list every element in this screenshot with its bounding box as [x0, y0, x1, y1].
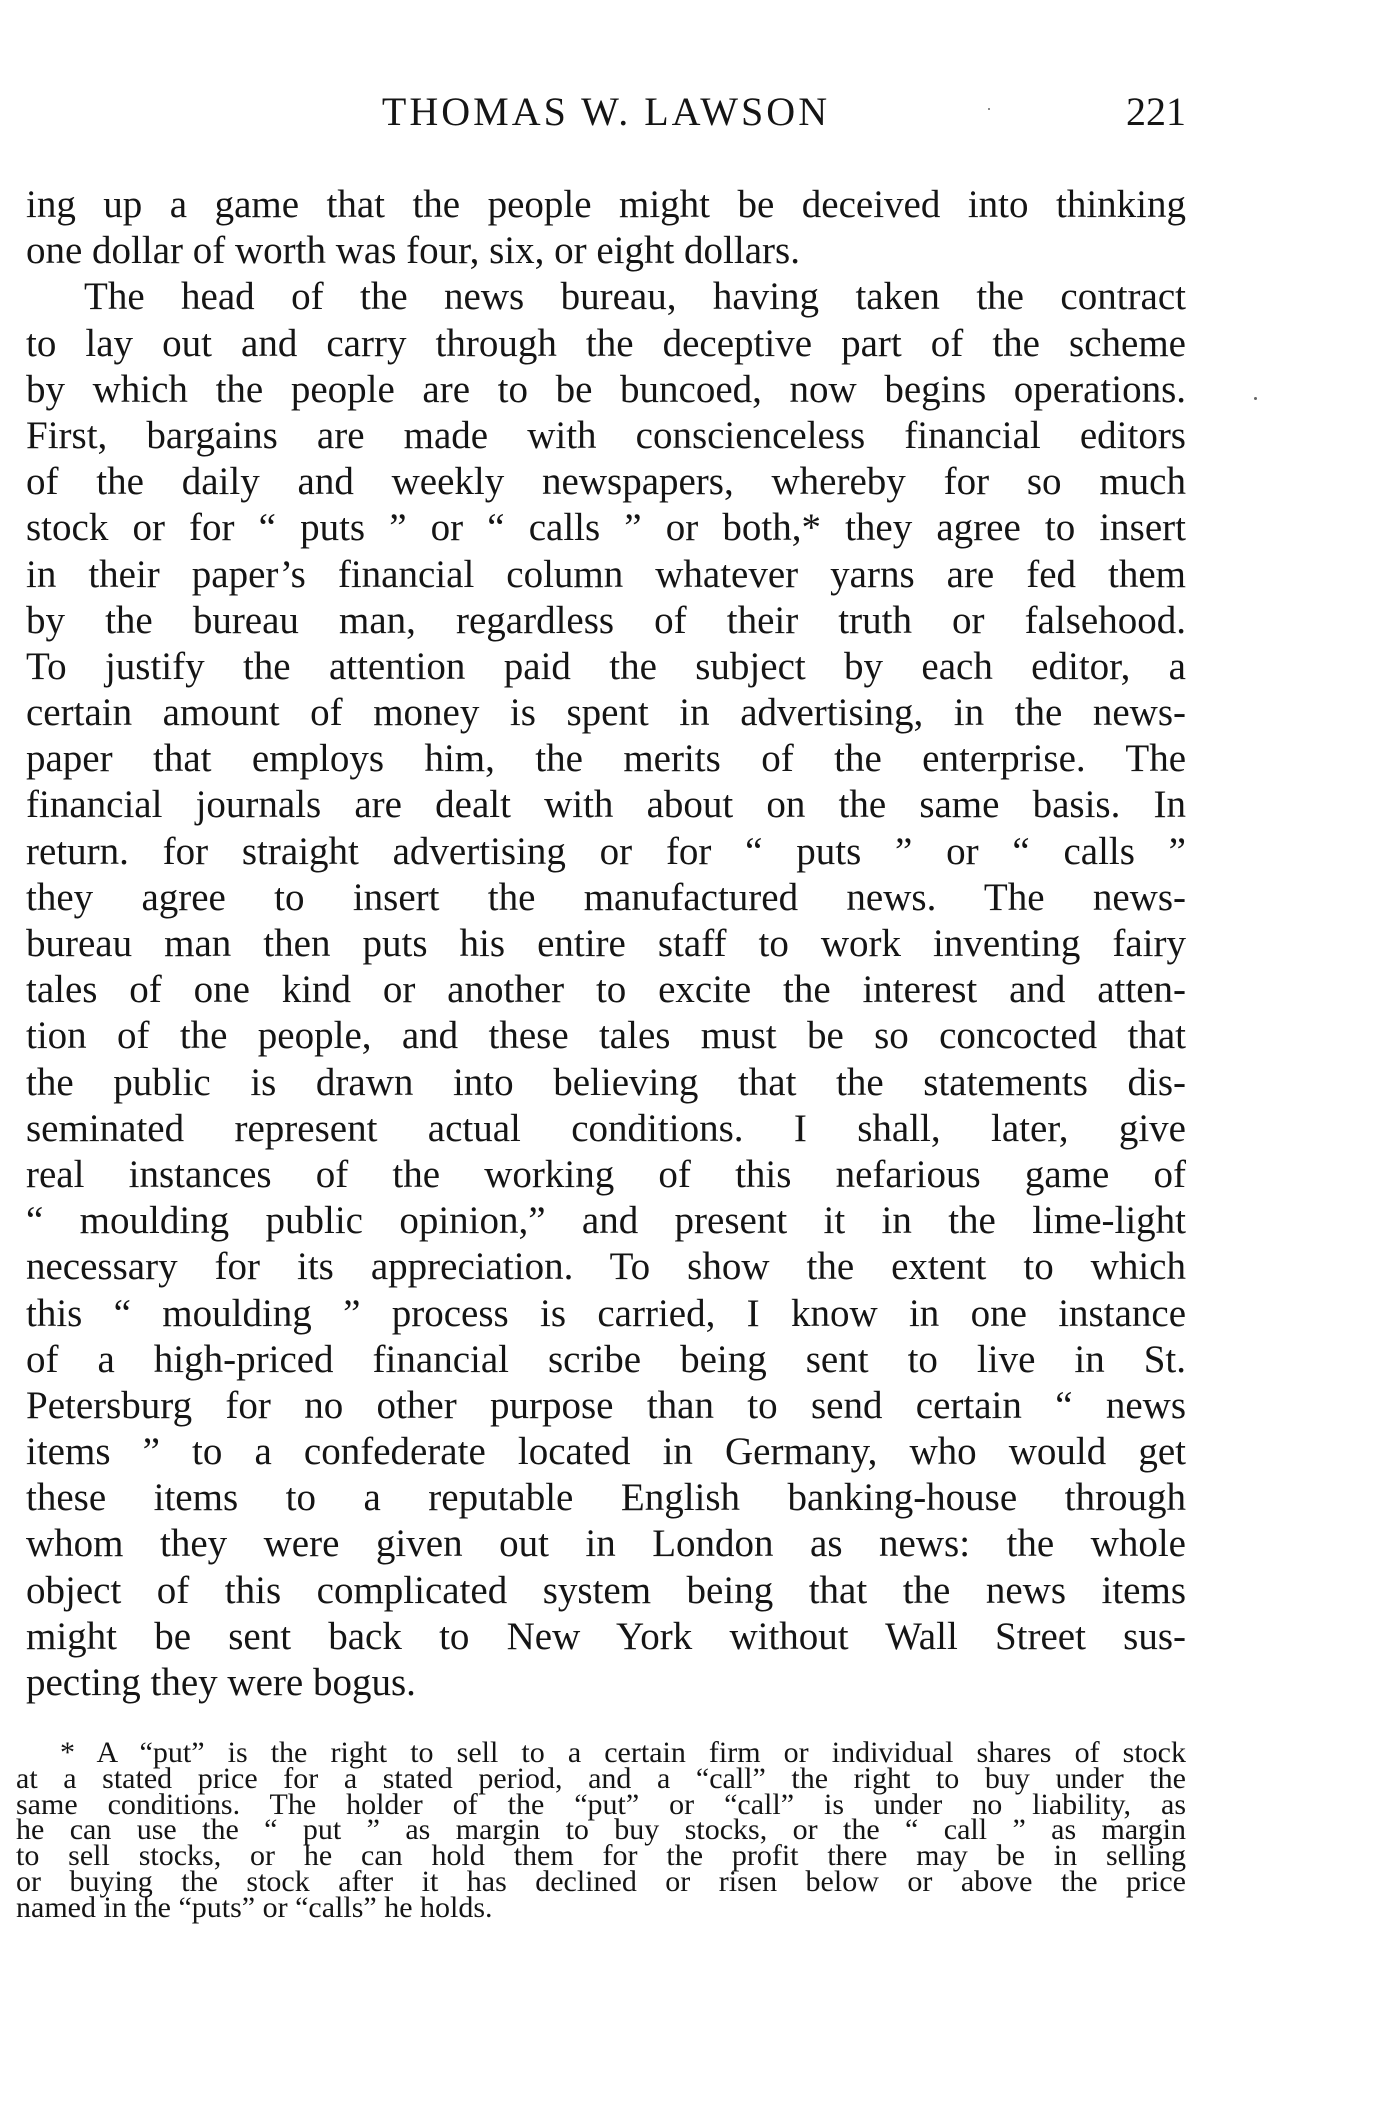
body-line: whom they were given out in London as news: the whole — [26, 1522, 1186, 1566]
footnote-line: or buying the stock after it has declined or risen below or above the price — [16, 1864, 1186, 1898]
body-line: seminated represent actual conditions. I shall, later, give — [26, 1106, 1186, 1150]
paper-speck — [988, 108, 990, 110]
body-line: “ moulding public opinion,” and present it in the lime-light — [26, 1199, 1186, 1243]
body-line: tales of one kind or another to excite the interest and atten- — [26, 968, 1186, 1012]
body-line: pecting they were bogus. — [26, 1661, 416, 1704]
body-line: object of this complicated system being that the news items — [26, 1568, 1186, 1612]
body-line: in their paper’s financial column whatever yarns are fed them — [26, 552, 1186, 596]
body-text — [26, 182, 1186, 1706]
body-line: the public is drawn into believing that the statements dis- — [26, 1060, 1186, 1104]
body-line: certain amount of money is spent in advertising, in the news- — [26, 691, 1186, 735]
body-line: they agree to insert the manufactured news. The news- — [26, 875, 1186, 919]
body-line: First, bargains are made with conscienceless financial editors — [26, 413, 1186, 457]
footnote-line: he can use the “ put ” as margin to buy stocks, or the “ call ” as margin — [16, 1813, 1186, 1847]
body-line: necessary for its appreciation. To show the extent to which — [26, 1245, 1186, 1289]
page-number: 221 — [1126, 89, 1186, 134]
body-line: by the bureau man, regardless of their truth or falsehood. — [26, 598, 1186, 642]
body-line: items ” to a confederate located in Germany, who would get — [26, 1430, 1186, 1474]
footnote — [16, 1736, 1186, 1924]
body-line: to lay out and carry through the deceptive part of the scheme — [26, 321, 1186, 365]
body-line: might be sent back to New York without Wall Street sus- — [26, 1614, 1186, 1658]
body-line: by which the people are to be buncoed, now begins operations. — [26, 367, 1186, 411]
body-line: paper that employs him, the merits of the enterprise. The — [26, 737, 1186, 781]
body-line: one dollar of worth was four, six, or eight dollars. — [26, 229, 800, 273]
body-line: of a high-priced financial scribe being sent to live in St. — [26, 1337, 1186, 1381]
footnote-line: at a stated price for a stated period, and a “call” the right to buy under the — [16, 1761, 1186, 1795]
body-line: To justify the attention paid the subject by each editor, a — [26, 644, 1186, 688]
body-line: bureau man then puts his entire staff to work inventing fairy — [26, 922, 1186, 965]
body-line: tion of the people, and these tales must be so concocted that — [26, 1014, 1186, 1058]
running-title: THOMAS W. LAWSON — [381, 89, 831, 134]
body-line: ing up a game that the people might be deceived into thinking — [26, 183, 1186, 226]
body-line: of the daily and weekly newspapers, whereby for so much — [26, 460, 1186, 504]
body-line: these items to a reputable English banking-house through — [26, 1476, 1186, 1520]
body-line: The head of the news bureau, having taken the contract — [84, 275, 1186, 319]
body-line: return. for straight advertising or for “ puts ” or “ calls ” — [26, 829, 1186, 873]
paper-speck — [1254, 397, 1257, 400]
running-head — [26, 82, 1186, 142]
body-line: financial journals are dealt with about on the same basis. In — [26, 783, 1186, 827]
body-line: Petersburg for no other purpose than to send certain “ news — [26, 1383, 1186, 1427]
footnote-line: * A “put” is the right to sell to a certain firm or individual shares of stock — [60, 1736, 1186, 1769]
footnote-line: named in the “puts” or “calls” he holds. — [16, 1890, 493, 1924]
body-line: real instances of the working of this nefarious game of — [26, 1152, 1186, 1196]
body-line: this “ moulding ” process is carried, I know in one instance — [26, 1291, 1186, 1335]
footnote-line: to sell stocks, or he can hold them for the profit there may be in selling — [16, 1839, 1186, 1873]
footnote-line: same conditions. The holder of the “put” or “call” is under no liability, as — [16, 1787, 1186, 1821]
body-line: stock or for “ puts ” or “ calls ” or both,* they agree to insert — [26, 506, 1186, 550]
